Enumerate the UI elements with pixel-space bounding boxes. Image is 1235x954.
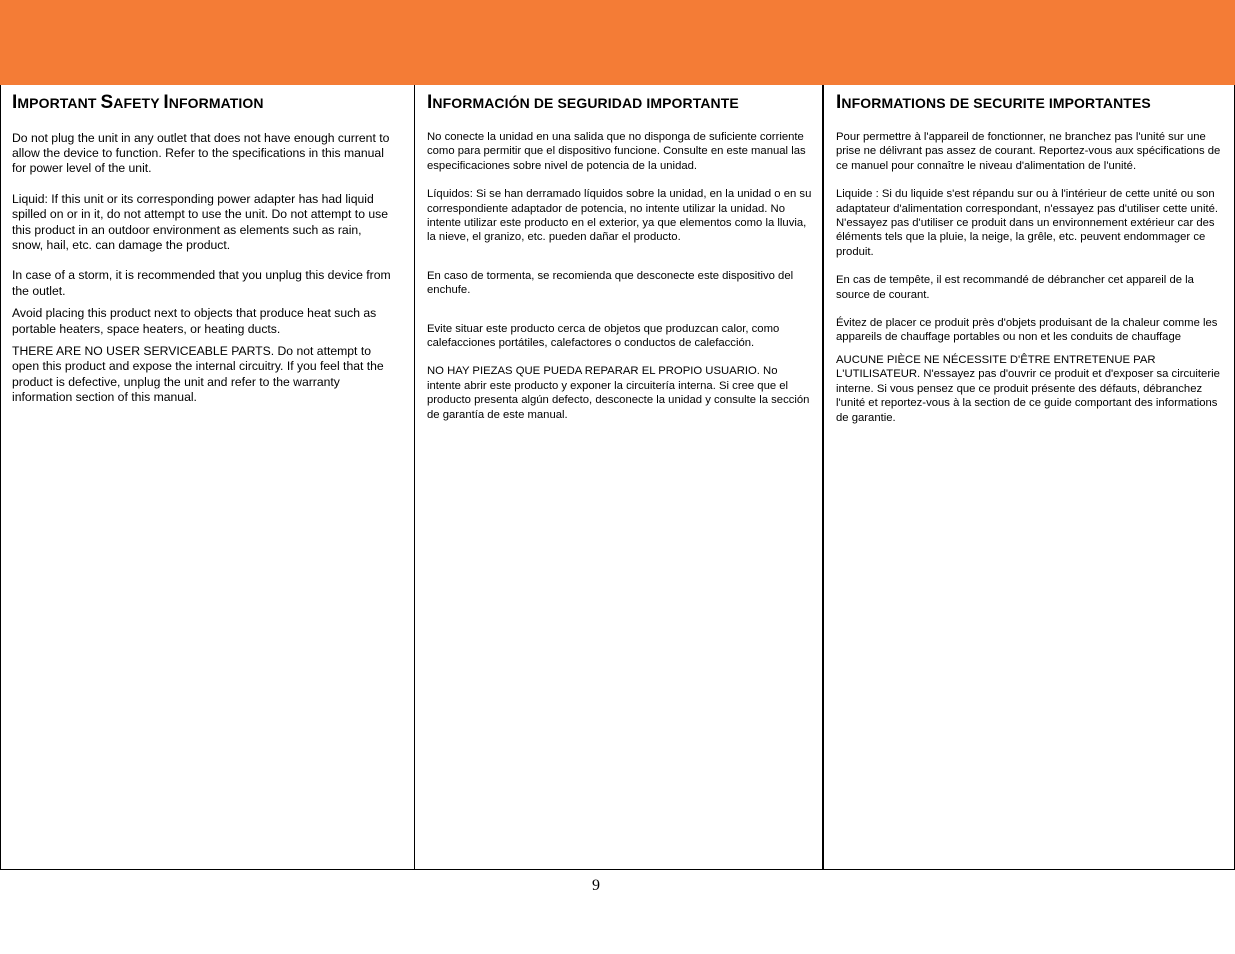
page-number: 9 [592, 877, 600, 894]
spanish-paragraph: NO HAY PIEZAS QUE PUEDA REPARAR EL PROPIO USUARIO. No intente abrir este producto y exponer la circuitería interna. Si cree que el producto presenta algún defecto, desconecte la unidad y consulte la sección de garantía de este manual. [427, 365, 810, 421]
spanish-paragraph: No conecte la unidad en una salida que no disponga de suficiente corriente como para permitir que el dispositivo funcione. Consulte en este manual las especificaciones sobre nivel de potencia de la unidad. [427, 131, 806, 172]
spanish-heading [427, 91, 812, 115]
spanish-paragraph: Líquidos: Si se han derramado líquidos sobre la unidad, en la unidad o en su correspondiente adaptador de potencia, no intente utilizar la unidad. No intente utilizar este producto en el exterior, ya que elementos como la lluvia, la nieve, el granizo, etc. pueden dañar el producto. [427, 188, 812, 244]
english-paragraph: THERE ARE NO USER SERVICEABLE PARTS. Do not attempt to open this product and expose the internal circuitry. If you feel that the product is defective, unplug the unit and refer to the warranty information section of this manual. [12, 344, 384, 404]
orange-header-banner [0, 0, 1235, 85]
english-paragraph: Liquid: If this unit or its corresponding power adapter has had liquid spilled on or in it, do not attempt to use the unit. Do not attempt to use this product in an outdoor environment as elements such as rain, snow, hail, etc. can damage the product. [12, 192, 389, 252]
french-heading [836, 91, 1224, 115]
english-paragraph: In case of a storm, it is recommended that you unplug this device from the outlet. [12, 268, 391, 298]
english-heading [12, 91, 396, 115]
heading-text-part: S [100, 92, 114, 113]
french-column [824, 85, 1234, 869]
french-paragraph: Liquide : Si du liquide s'est répandu sur ou à l'intérieur de cette unité ou son adaptateur d'alimentation correspondant, n'essayez pas d'utiliser cette unité. N'essayez pas d'utiliser ce produit dans un environnement extérieur car des éléments tels que la pluie, la neige, la grêle, etc. peuvent endommager ce produit. [836, 188, 1219, 258]
heading-text-part: MPORTANT [17, 95, 101, 111]
spanish-paragraph: Evite situar este producto cerca de objetos que produzcan calor, como calefacciones portátiles, calefactores o conductos de calefacción. [427, 322, 780, 350]
french-paragraph: Pour permettre à l'appareil de fonctionner, ne branchez pas l'unité sur une prise ne délivrant pas assez de courant. Reportez-vous aux spécifications de ce manuel pour connaître le niveau d'alimentation de l'unité. [836, 131, 1221, 172]
heading-text-part: NFORMATION [168, 95, 264, 111]
english-column [1, 85, 415, 869]
french-paragraph: AUCUNE PIÈCE NE NÉCESSITE D'ÊTRE ENTRETENUE PAR L'UTILISATEUR. N'essayez pas d'ouvrir ce produit et d'exposer sa circuiterie interne. Si vous pensez que ce produit présente des défauts, débranchez l'unité et reportez-vous à la section de ce guide comportant des informations de garantie. [836, 353, 1220, 424]
heading-text-part: I [163, 92, 169, 113]
spanish-column [415, 85, 824, 869]
spanish-paragraph: En caso de tormenta, se recomienda que desconecte este dispositivo del enchufe. [427, 269, 794, 297]
safety-info-table [0, 85, 1235, 870]
heading-text-part: I [836, 92, 842, 113]
english-paragraph: Avoid placing this product next to objects that produce heat such as portable heaters, space heaters, or heating ducts. [12, 306, 377, 336]
heading-text-part: NFORMATIONS DE SECURITE IMPORTANTES [841, 95, 1151, 111]
french-paragraph: En cas de tempête, il est recommandé de débrancher cet appareil de la source de courant. [836, 274, 1194, 301]
heading-text-part: NFORMACIÓN DE SEGURIDAD IMPORTANTE [432, 95, 739, 111]
heading-text-part: I [427, 92, 433, 113]
heading-text-part: I [12, 92, 18, 113]
french-paragraph: Évitez de placer ce produit près d'objets produisant de la chaleur comme les appareils de chauffage portables ou non et les conduits de chauffage [836, 317, 1218, 344]
heading-text-part: AFETY [113, 95, 164, 111]
english-paragraph: Do not plug the unit in any outlet that does not have enough current to allow the device to function. Refer to the specifications in this manual for power level of the unit. [12, 131, 390, 176]
